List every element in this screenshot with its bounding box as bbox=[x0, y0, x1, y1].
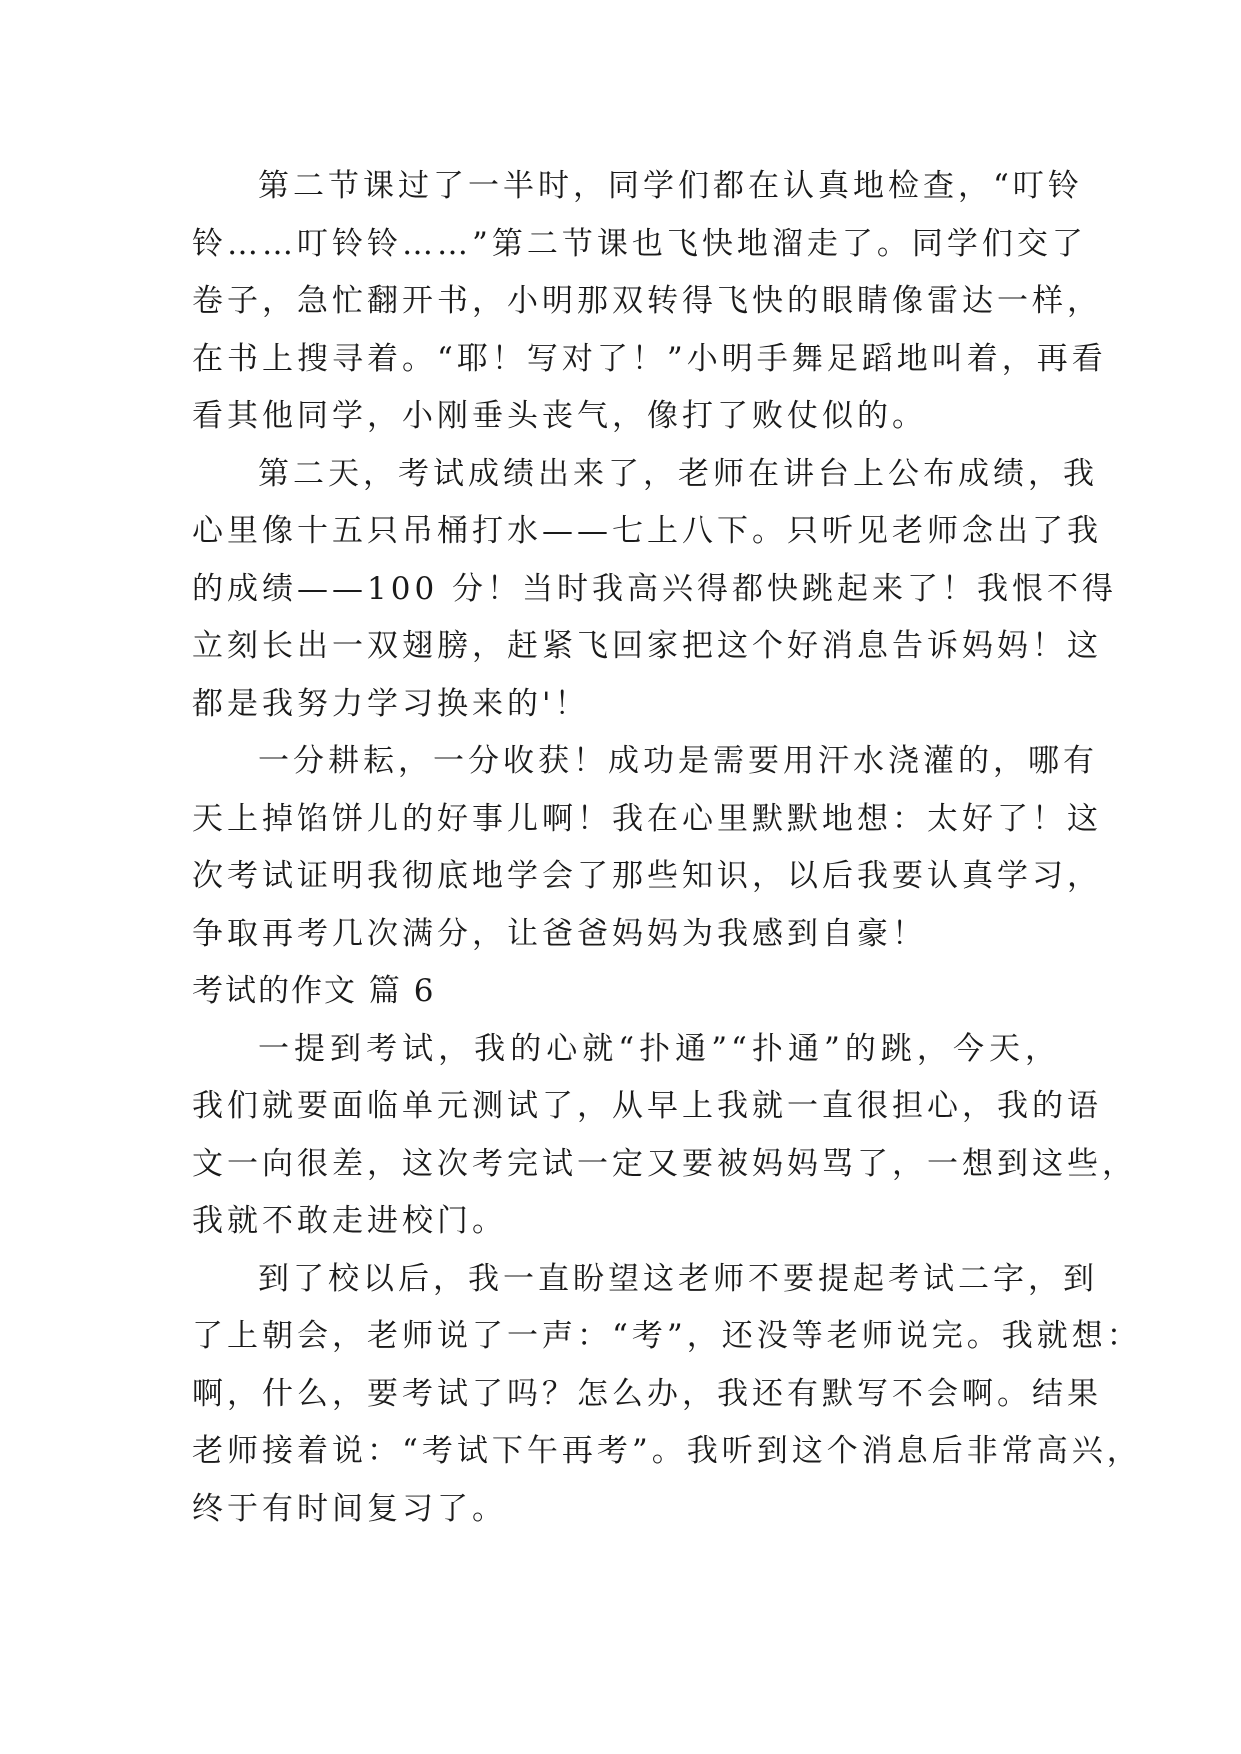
paragraph bbox=[192, 158, 1107, 446]
text-line: 第二节课过了一半时，同学们都在认真地检查，“叮铃 bbox=[258, 168, 1083, 204]
text-line: 一分耕耘，一分收获！成功是需要用汗水浇灌的，哪有 bbox=[258, 743, 1098, 779]
text-line: 老师接着说：“考试下午再考”。我听到这个消息后非常高兴， bbox=[192, 1433, 1142, 1469]
paragraph bbox=[192, 733, 1102, 963]
text-line: 争取再考几次满分，让爸爸妈妈为我感到自豪！ bbox=[192, 915, 927, 952]
paragraph bbox=[192, 446, 1118, 734]
section-heading: 考试的作文 篇 6 bbox=[192, 973, 436, 1009]
text-line: 我们就要面临单元测试了，从早上我就一直很担心，我的语 bbox=[192, 1088, 1102, 1124]
text-line: 卷子，急忙翻开书，小明那双转得飞快的眼睛像雷达一样， bbox=[192, 283, 1102, 319]
text-line: 铃……叮铃铃……”第二节课也飞快地溜走了。同学们交了 bbox=[192, 225, 1087, 262]
text-line: 立刻长出一双翅膀，赶紧飞回家把这个好消息告诉妈妈！这 bbox=[192, 628, 1102, 664]
text-line: 第二天，考试成绩出来了，老师在讲台上公布成绩，我 bbox=[258, 455, 1098, 492]
paragraph bbox=[192, 1021, 1137, 1251]
text-line: 文一向很差，这次考完试一定又要被妈妈骂了，一想到这些， bbox=[192, 1145, 1137, 1182]
paragraph bbox=[192, 1251, 1142, 1539]
text-line: 都是我努力学习换来的'！ bbox=[192, 685, 590, 722]
text-line: 了上朝会，老师说了一声：“考”，还没等老师说完。我就想： bbox=[192, 1318, 1142, 1354]
essay-body bbox=[192, 158, 1142, 1538]
text-line: 在书上搜寻着。“耶！写对了！”小明手舞足蹈地叫着，再看 bbox=[192, 340, 1107, 377]
text-line: 一提到考试，我的心就“扑通”“扑通”的跳，今天， bbox=[258, 1030, 1060, 1067]
text-line: 心里像十五只吊桶打水——七上八下。只听见老师念出了我 bbox=[192, 513, 1102, 549]
text-line: 终于有时间复习了。 bbox=[192, 1490, 507, 1527]
text-line: 次考试证明我彻底地学会了那些知识，以后我要认真学习， bbox=[192, 858, 1102, 894]
text-line: 啊，什么，要考试了吗？怎么办，我还有默写不会啊。结果 bbox=[192, 1375, 1102, 1412]
text-line: 天上掉馅饼儿的好事儿啊！我在心里默默地想：太好了！这 bbox=[192, 800, 1102, 837]
text-line: 到了校以后，我一直盼望这老师不要提起考试二字，到 bbox=[258, 1260, 1098, 1297]
text-line: 我就不敢走进校门。 bbox=[192, 1203, 507, 1239]
text-line: 看其他同学，小刚垂头丧气，像打了败仗似的。 bbox=[192, 398, 927, 434]
text-line: 的成绩——100 分！当时我高兴得都快跳起来了！我恨不得 bbox=[192, 570, 1118, 607]
